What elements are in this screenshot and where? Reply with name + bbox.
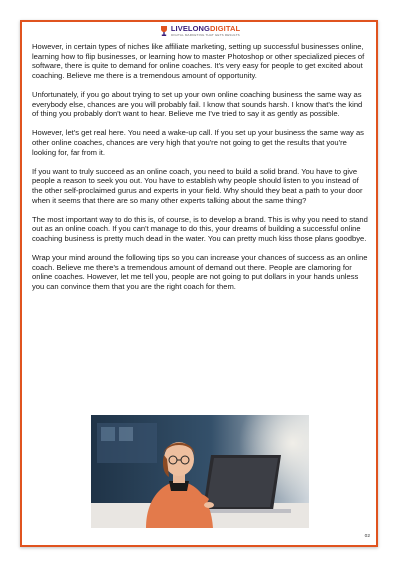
brand-name — [171, 25, 240, 33]
brand-name-main: LIVELONG — [170, 24, 210, 34]
brand-name-accent: DIGITAL — [210, 24, 241, 34]
paragraph-4: If you want to truly succeed as an online coach, you need to build a solid brand. You have to give people a reason to seek you out. You have to establish why people should listen to you instead of the other self-proclaimed gurus and experts in your field. Why should they beat a path to your door when it seems that there are so many other experts talking about the same thing? — [32, 166, 363, 205]
paragraph-5: The most important way to do this is, of course, is to develop a brand. This is why you need to stand out as an online coach. If you can't manage to do this, your dreams of building a successful online coaching business is pretty much dead in the water. You can pretty much kiss those plans goodbye. — [32, 214, 368, 243]
page-number: 02 — [364, 534, 370, 539]
paragraph-1: However, in certain types of niches like affiliate marketing, setting up successful businesses online, learning how to flip businesses, or learning how to master Photoshop or other specialized pieces of software, there is quite to demand for online coaches. It's very easy for people to get excited about coaching. Believe me there is a tremendous amount of opportunity. — [32, 42, 365, 80]
woman-at-laptop-photo — [91, 415, 309, 528]
trophy-icon — [160, 25, 168, 37]
brand-logo-group — [160, 25, 240, 37]
paragraph-2: Unfortunately, if you go about trying to set up your own online coaching business the same way as everybody else, chances are you will probably fail. I know that sounds harsh. I know that's the kind of thing you probably don't want to hear. Believe me I've tried to say it as gently as possible. — [32, 89, 363, 119]
brand-logo-text — [171, 25, 240, 37]
brand-logo — [0, 24, 400, 44]
paragraph-3: However, let's get real here. You need a wake-up call. If you set up your business the same way as other online coaches, chances are very high that you're not going to get the results that you're looking for, far from it. — [32, 128, 364, 157]
paragraph-6: Wrap your mind around the following tips so you can increase your chances of success as an online coach. Believe me there's a tremendous amount of demand out there. People are clamoring for online coaches. However, let me tell you, people are not going to put dollars in your hands unless you can convince them that you are the right coach for them. — [32, 253, 368, 291]
brand-tagline: DIGITAL MARKETING THAT GETS RESULTS — [171, 32, 240, 37]
body-text — [32, 42, 368, 301]
photo-illustration — [91, 415, 309, 528]
